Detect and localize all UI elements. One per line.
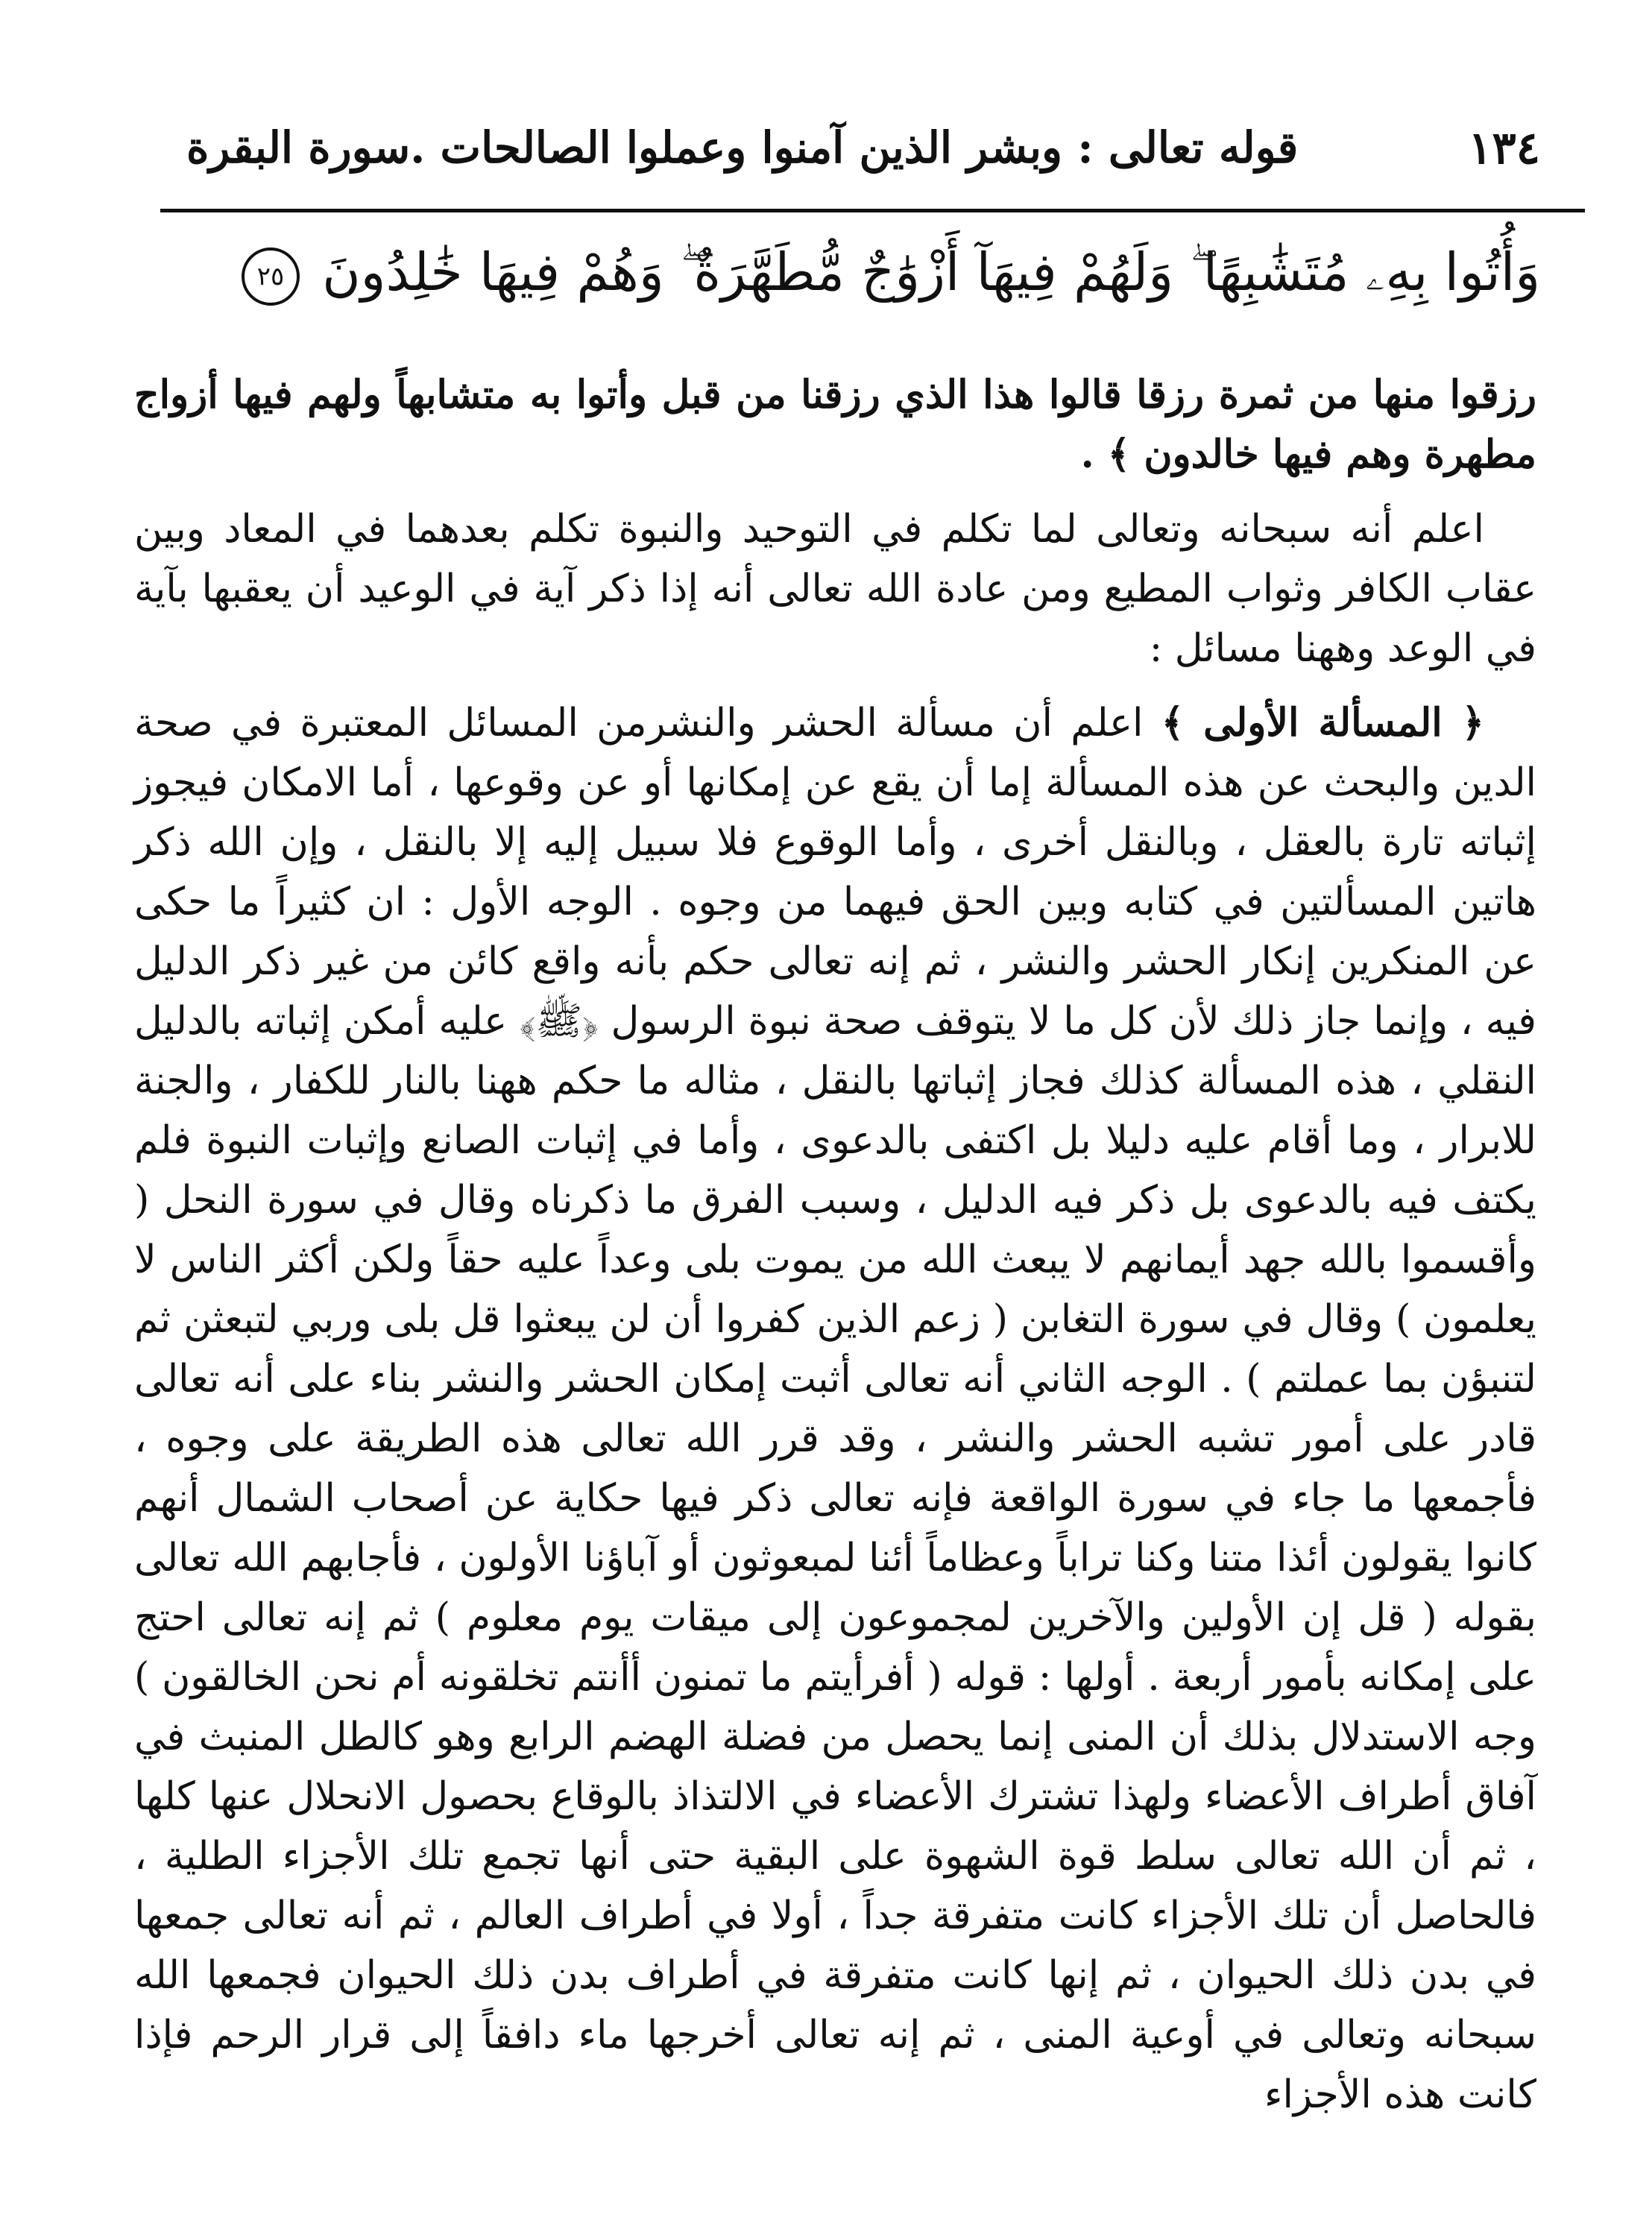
section-heading: ﴿ المسألة الأولى ﴾ <box>1161 700 1484 745</box>
paragraph-1 <box>134 365 1536 485</box>
page-header <box>186 112 1540 186</box>
paragraph-2 <box>134 499 1536 678</box>
quran-verse <box>256 227 1540 317</box>
running-title: قوله تعالى : وبشر الذين آمنوا وعملوا الصالحات .سورة البقرة <box>186 122 1299 173</box>
verse-text: وَأُتُوا بِهِۦ مُتَشَٰبِهًا ۖ وَلَهُمْ فِيهَآ أَزْوَٰجٌ مُّطَهَّرَةٌ ۖ وَهُمْ فِيهَا خَٰلِدُونَ <box>322 242 1540 303</box>
paragraph-1-text: رزقوا منها من ثمرة رزقا قالوا هذا الذي رزقنا من قبل وأتوا به متشابهاً ولهم فيها أزواج مطهرة وهم فيها خالدون ﴾ . <box>134 372 1536 477</box>
paragraph-2-text: اعلم أنه سبحانه وتعالى لما تكلم في التوحيد والنبوة تكلم بعدهما في المعاد وبين عقاب الكافر وثواب المطيع ومن عادة الله تعالى أنه إذا ذكر آية في الوعيد أن يعقبها بآية في الوعد وههنا مسائل : <box>134 507 1536 671</box>
paragraph-3-text: اعلم أن مسألة الحشر والنشرمن المسائل المعتبرة في صحة الدين والبحث عن هذه المسألة إما أن يقع عن إمكانها أو عن وقوعها ، أما الامكان فيجوز إثباته تارة بالعقل ، وبالنقل أخرى ، وأما الوقوع فلا سبيل إليه إلا بالنقل ، وإن الله ذكر هاتين المسألتين في كتابه وبين الحق فيهما من وجوه . الوجه الأول : ان كثيراً ما حكى عن المنكرين إنكار الحشر والنشر ، ثم إنه تعالى حكم بأنه واقع كائن من غير ذكر الدليل فيه ، وإنما جاز ذلك لأن كل ما لا يتوقف صحة نبوة الرسول ﴿ﷺ﴾ عليه أمكن إثباته بالدليل النقلي ، هذه المسألة كذلك فجاز إثباتها بالنقل ، مثاله ما حكم ههنا بالنار للكفار ، والجنة للابرار ، وما أقام عليه دليلا بل اكتفى بالدعوى ، وأما في إثبات الصانع وإثبات النبوة فلم يكتف فيه بالدعوى بل ذكر فيه الدليل ، وسبب الفرق ما ذكرناه وقال في سورة النحل ( وأقسموا بالله جهد أيمانهم لا يبعث الله من يموت بلى وعداً عليه حقاً ولكن أكثر الناس لا يعلمون ) وقال في سورة التغابن ( زعم الذين كفروا أن لن يبعثوا قل بلى وربي لتبعثن ثم لتنبؤن بما عملتم ) . الوجه الثاني أنه تعالى أثبت إمكان الحشر والنشر بناء على أنه تعالى قادر على أمور تشبه الحشر والنشر ، وقد قرر الله تعالى هذه الطريقة على وجوه ، فأجمعها ما جاء في سورة الواقعة فإنه تعالى ذكر فيها حكاية عن أصحاب الشمال أنهم كانوا يقولون أئذا متنا وكنا تراباً وعظاماً أئنا لمبعوثون أو آباؤنا الأولون ، فأجابهم الله تعالى بقوله ( قل إن الأولين والآخرين لمجموعون إلى ميقات يوم معلوم ) ثم إنه تعالى احتج على إمكانه بأمور أربعة . أولها : قوله ( أفرأيتم ما تمنون أأنتم تخلقونه أم نحن الخالقون ) وجه الاستدلال بذلك أن المنى إنما يحصل من فضلة الهضم الرابع وهو كالطل المنبث في آفاق أطراف الأعضاء ولهذا تشترك الأعضاء في الالتذاذ بالوقاع بحصول الانحلال عنها كلها ، ثم أن الله تعالى سلط قوة الشهوة على البقية حتى أنها تجمع تلك الأجزاء الطلية ، فالحاصل أن تلك الأجزاء كانت متفرقة جداً ، أولا في أطراف العالم ، ثم أنه تعالى جمعها في بدن ذلك الحيوان ، ثم إنها كانت متفرقة في أطراف بدن ذلك الحيوان فجمعها الله سبحانه وتعالى في أوعية المنى ، ثم إنه تعالى أخرجها ماء دافقاً إلى قرار الرحم فإذا كانت هذه الأجزاء <box>134 701 1536 2117</box>
verse-number-marker: ٢٥ <box>242 247 300 306</box>
page-number: ١٣٤ <box>1468 122 1540 174</box>
paragraph-3 <box>134 693 1536 2125</box>
header-rule <box>160 209 1585 212</box>
commentary-body <box>134 365 1536 2140</box>
